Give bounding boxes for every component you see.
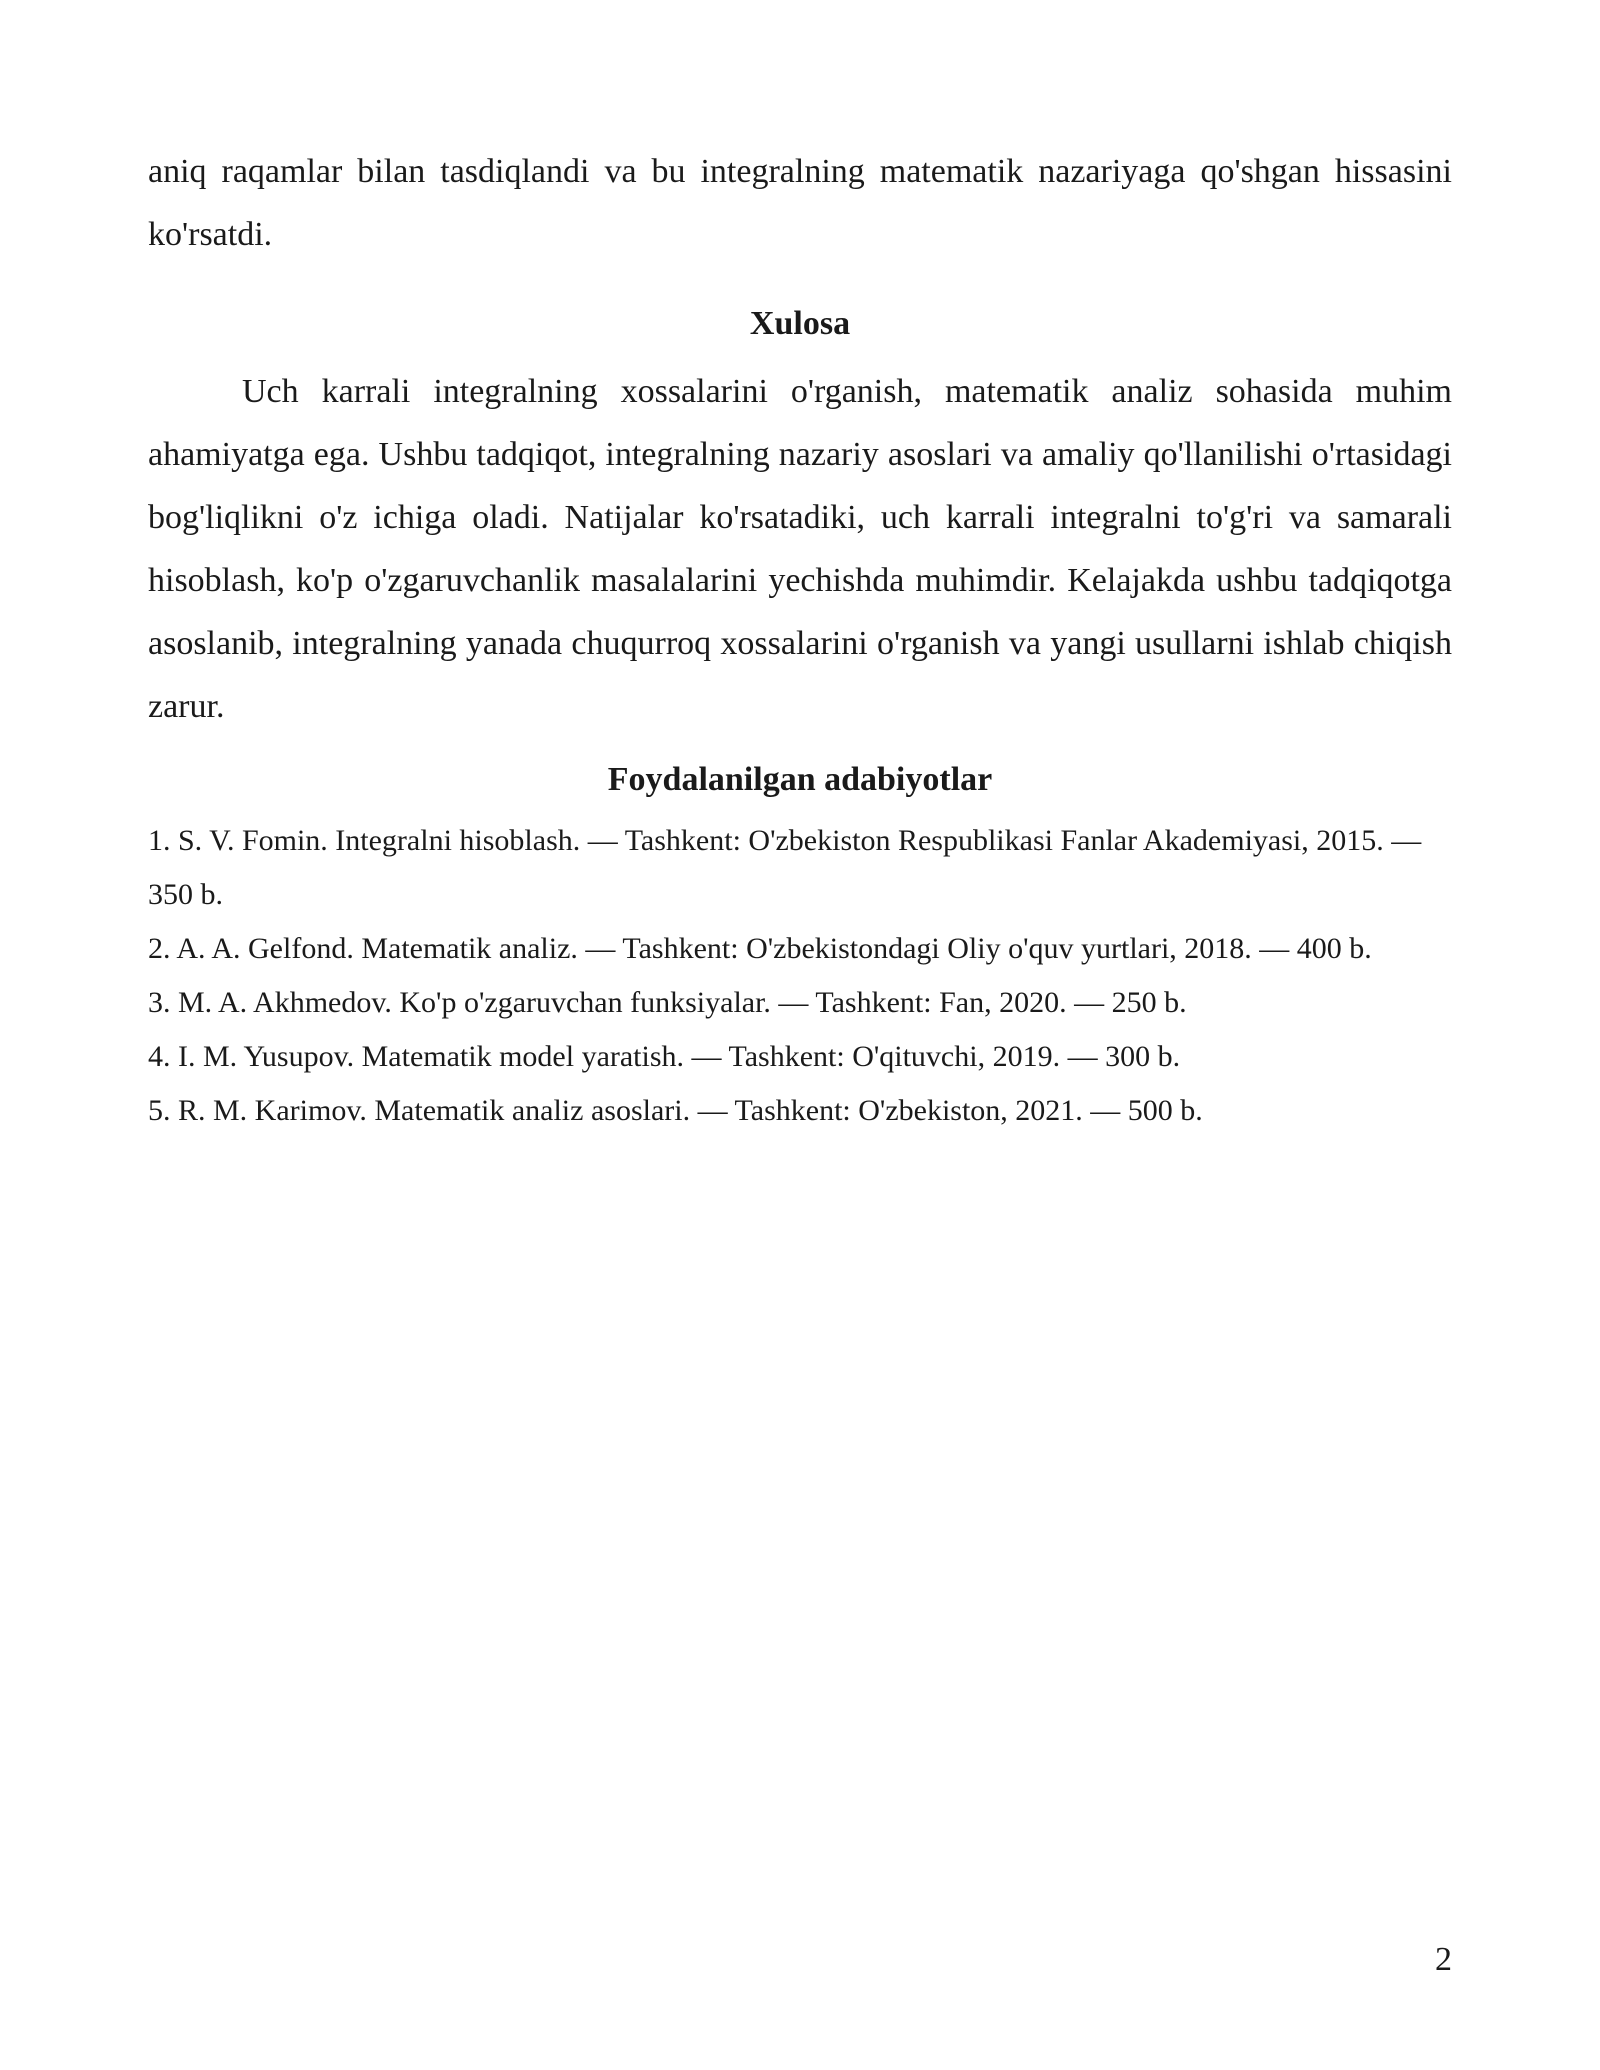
conclusion-heading: Xulosa [749,305,851,342]
page-number: 2 [1435,1941,1452,1978]
reference-item: 1. S. V. Fomin. Integralni hisoblash. — Tashkent: O'zbekiston Respublikasi Fanlar Akademiyasi, 2015. — 350 b. [148,824,1422,911]
page-content [148,140,1452,1138]
reference-item: 3. M. A. Akhmedov. Ko'p o'zgaruvchan funksiyalar. — Tashkent: Fan, 2020. — 250 b. [148,986,1187,1019]
reference-item: 5. R. M. Karimov. Matematik analiz asoslari. — Tashkent: O'zbekiston, 2021. — 500 b. [148,1094,1203,1127]
conclusion-paragraph: Uch karrali integralning xossalarini o'rganish, matematik analiz sohasida muhim ahamiyatga ega. Ushbu tadqiqot, integralning nazariy asoslari va amaliy qo'llanilishi o'rtasidagi bog'liqlikni o'z ichiga oladi. Natijalar ko'rsatadiki, uch karrali integralni to'g'ri va samarali hisoblash, ko'p o'zgaruvchanlik masalalarini yechishda muhimdir. Kelajakda ushbu tadqiqotga asoslanib, integralning yanada chuqurroq xossalarini o'rganish va yangi usullarni ishlab chiqish zarur. [148,373,1452,725]
reference-item: 2. A. A. Gelfond. Matematik analiz. — Tashkent: O'zbekistondagi Oliy o'quv yurtlari, 2018. — 400 b. [148,932,1372,965]
reference-item: 4. I. M. Yusupov. Matematik model yaratish. — Tashkent: O'qituvchi, 2019. — 300 b. [148,1040,1181,1073]
references-heading: Foydalanilgan adabiyotlar [607,761,993,798]
references-list [148,814,1452,1138]
intro-paragraph: aniq raqamlar bilan tasdiqlandi va bu integralning matematik nazariyaga qo'shgan hissasini ko'rsatdi. [148,153,1452,253]
